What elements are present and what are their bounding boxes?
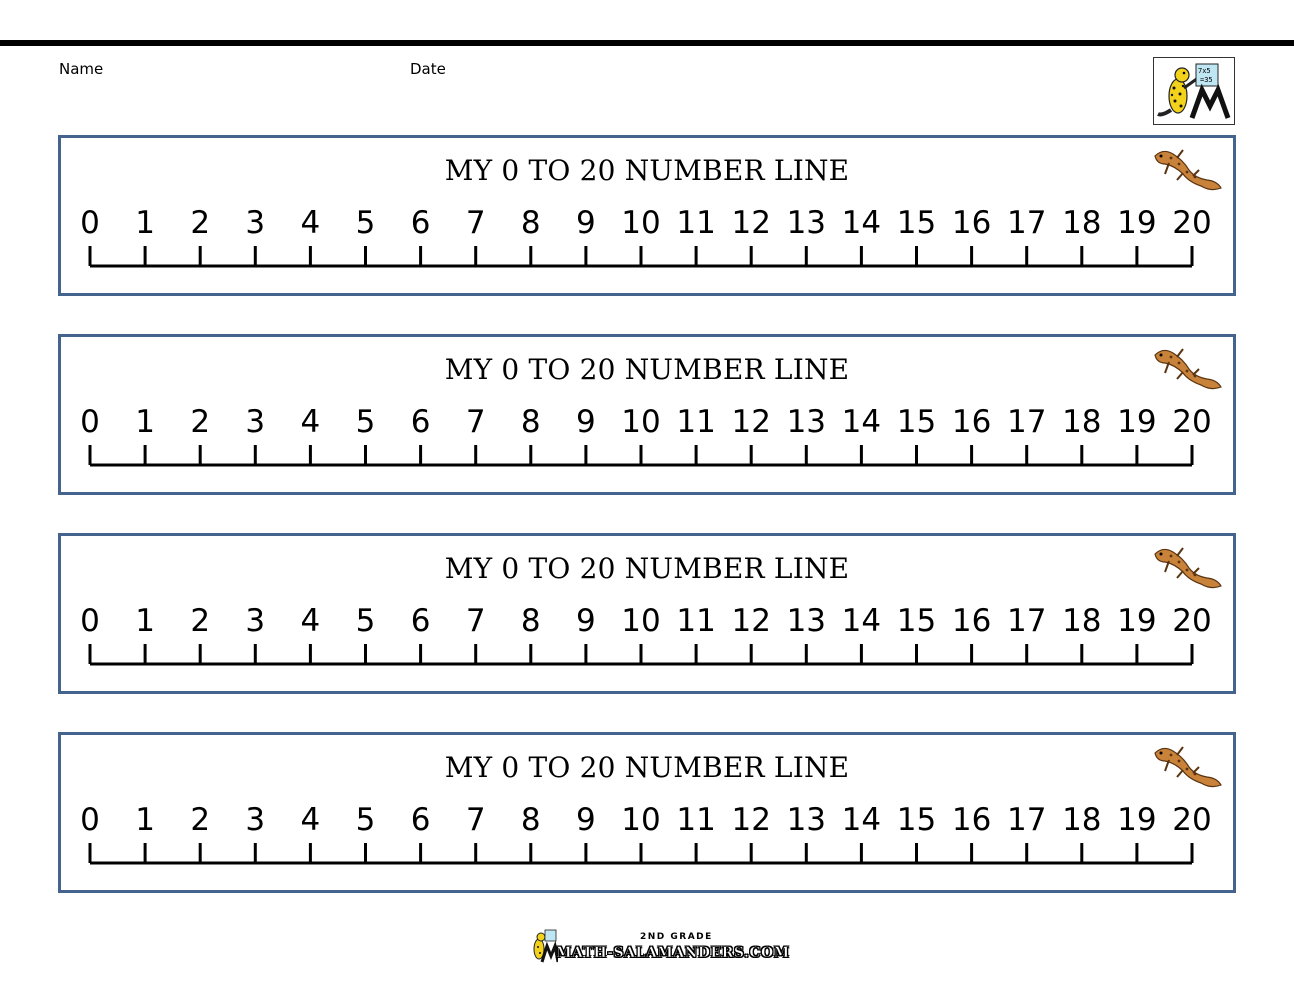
tick-label: 14: [841, 404, 882, 440]
tick-label: 4: [300, 802, 321, 838]
tick-label: 3: [245, 404, 266, 440]
svg-text:7x5: 7x5: [1198, 67, 1211, 75]
tick-label: 13: [786, 802, 827, 838]
tick-label: 7: [465, 603, 486, 639]
tick-label: 4: [300, 603, 321, 639]
salamander-teacher-logo-icon: [1153, 57, 1235, 125]
tick-label: 5: [355, 603, 376, 639]
tick-label: 2: [190, 802, 211, 838]
number-line: [61, 735, 1233, 890]
tick-label: 13: [786, 404, 827, 440]
tick-label: 16: [951, 404, 992, 440]
tick-label: 0: [80, 603, 100, 639]
tick-label: 1: [135, 404, 155, 440]
tick-label: 14: [841, 205, 882, 241]
footer-site: MATH-SALAMANDERS.COM: [556, 945, 790, 961]
tick-label: 17: [1006, 802, 1047, 838]
tick-label: 16: [951, 603, 992, 639]
tick-label: 7: [465, 802, 486, 838]
tick-label: 3: [245, 603, 266, 639]
tick-label: 6: [410, 603, 431, 639]
tick-label: 8: [520, 205, 541, 241]
tick-label: 20: [1172, 404, 1212, 440]
tick-label: 13: [786, 603, 827, 639]
tick-label: 11: [676, 603, 716, 639]
tick-label: 2: [190, 404, 211, 440]
salamander-icon: [1149, 146, 1223, 200]
number-line-strip-3: [58, 533, 1236, 694]
tick-label: 9: [576, 404, 596, 440]
tick-label: 15: [896, 205, 937, 241]
tick-label: 5: [355, 404, 376, 440]
tick-label: 12: [731, 802, 771, 838]
tick-label: 3: [245, 205, 266, 241]
tick-label: 17: [1006, 404, 1047, 440]
salamander-icon: [1149, 544, 1223, 598]
tick-label: 4: [300, 205, 321, 241]
tick-label: 11: [676, 404, 716, 440]
tick-label: 13: [786, 205, 827, 241]
footer-grade: 2ND GRADE: [640, 932, 713, 942]
tick-label: 10: [621, 404, 661, 440]
tick-label: 9: [576, 205, 596, 241]
tick-label: 18: [1062, 802, 1102, 838]
tick-label: 18: [1062, 603, 1102, 639]
tick-label: 19: [1117, 603, 1157, 639]
tick-label: 15: [896, 404, 937, 440]
tick-label: 12: [731, 205, 771, 241]
tick-label: 7: [465, 404, 486, 440]
tick-label: 17: [1006, 205, 1047, 241]
tick-label: 14: [841, 802, 882, 838]
tick-label: 9: [576, 802, 596, 838]
number-line-strip-1: [58, 135, 1236, 296]
tick-label: 10: [621, 603, 661, 639]
tick-label: 12: [731, 603, 771, 639]
tick-label: 1: [135, 205, 155, 241]
date-label: Date: [410, 60, 446, 78]
footer-salamander-logo-icon: [528, 928, 558, 968]
tick-label: 14: [841, 603, 882, 639]
number-line-strip-2: [58, 334, 1236, 495]
tick-label: 16: [951, 205, 992, 241]
name-label: Name: [59, 60, 104, 78]
tick-label: 6: [410, 205, 431, 241]
tick-label: 6: [410, 802, 431, 838]
tick-label: 0: [80, 404, 100, 440]
salamander-icon: [1149, 743, 1223, 797]
tick-label: 9: [576, 603, 596, 639]
tick-label: 15: [896, 802, 937, 838]
strip-title: MY 0 TO 20 NUMBER LINE: [444, 154, 850, 187]
number-line: [61, 337, 1233, 492]
tick-label: 5: [355, 802, 376, 838]
top-rule: [0, 40, 1294, 46]
tick-label: 20: [1172, 802, 1212, 838]
tick-label: 8: [520, 603, 541, 639]
number-line: [61, 138, 1233, 293]
strip-title: MY 0 TO 20 NUMBER LINE: [444, 751, 850, 784]
tick-label: 16: [951, 802, 992, 838]
number-line-strip-4: [58, 732, 1236, 893]
tick-label: 0: [80, 802, 100, 838]
tick-label: 18: [1062, 205, 1102, 241]
tick-label: 20: [1172, 603, 1212, 639]
tick-label: 5: [355, 205, 376, 241]
tick-label: 1: [135, 603, 155, 639]
tick-label: 20: [1172, 205, 1212, 241]
tick-label: 10: [621, 205, 661, 241]
svg-text:=35: =35: [1200, 76, 1213, 84]
tick-label: 4: [300, 404, 321, 440]
number-line: [61, 536, 1233, 691]
tick-label: 19: [1117, 404, 1157, 440]
tick-label: 8: [520, 802, 541, 838]
strip-title: MY 0 TO 20 NUMBER LINE: [444, 353, 850, 386]
tick-label: 18: [1062, 404, 1102, 440]
tick-label: 19: [1117, 802, 1157, 838]
tick-label: 8: [520, 404, 541, 440]
tick-label: 2: [190, 205, 211, 241]
tick-label: 2: [190, 603, 211, 639]
tick-label: 12: [731, 404, 771, 440]
tick-label: 17: [1006, 603, 1047, 639]
tick-label: 19: [1117, 205, 1157, 241]
tick-label: 7: [465, 205, 486, 241]
tick-label: 10: [621, 802, 661, 838]
tick-label: 11: [676, 205, 716, 241]
tick-label: 15: [896, 603, 937, 639]
tick-label: 11: [676, 802, 716, 838]
tick-label: 6: [410, 404, 431, 440]
tick-label: 1: [135, 802, 155, 838]
strip-title: MY 0 TO 20 NUMBER LINE: [444, 552, 850, 585]
tick-label: 3: [245, 802, 266, 838]
salamander-icon: [1149, 345, 1223, 399]
tick-label: 0: [80, 205, 100, 241]
